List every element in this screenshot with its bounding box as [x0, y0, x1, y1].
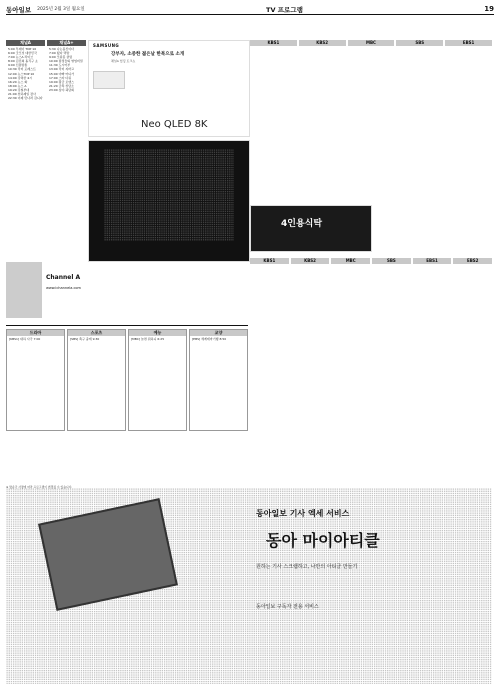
kbs2-column: KBS2: [291, 258, 330, 266]
program-item: 13:00 닥터 지바고: [49, 67, 75, 72]
channel-a-column: [6, 40, 45, 258]
program-item: 16:20 뉴스 화: [8, 79, 28, 84]
channel-a-ad-box: [6, 262, 126, 320]
program-item: 17:00 스타 다큐: [49, 75, 72, 80]
program-item: 23:00 심야 괴담회: [49, 87, 75, 92]
kbs1-column: KBS1: [250, 258, 289, 266]
channel-header: 채널A: [6, 40, 45, 46]
show-banner: [250, 205, 372, 252]
channel-a-brand: Channel A: [46, 274, 81, 281]
program-item: 19:00 황금 로맨스: [49, 79, 75, 84]
recommend-boxes: [6, 325, 248, 436]
program-item: 7:00 떴다 먹방: [49, 51, 70, 56]
ad-line4: 동아일보 구독자 전용 서비스: [256, 604, 319, 610]
channel-a-logo: [93, 71, 125, 89]
program-item: 8:00 김진의 돌직구 쇼: [8, 59, 38, 64]
page-number: 19: [484, 5, 494, 13]
recommend-box: 스포츠 [SBS] 축구 중계 9:30: [67, 329, 126, 431]
program-item: 21:00 천하제일 장사: [8, 92, 36, 97]
ad-line3: 원하는 기사 스크랩하고, 나만의 아티클 만들기: [256, 564, 358, 570]
ebs2-column: EBS2: [453, 258, 492, 266]
footer-note: ※ 방송국 사정에 따라 프로그램이 변경될 수 있습니다.: [6, 485, 73, 489]
program-item: 22:30 이제 만나러 갑니다: [8, 96, 43, 101]
ad-line1: 동아일보 기사 엑세 서비스: [256, 509, 350, 518]
program-item: 9:00 모란봉 클럽: [49, 55, 73, 60]
mbc-column: MBC: [348, 40, 395, 48]
program-item: 6:00 굿모닝 대한민국: [8, 51, 37, 56]
ad-line2: 동아 마이아티클: [266, 531, 380, 550]
samsung-ad: [88, 40, 250, 137]
channel-a-site: www.ichannela.com: [46, 286, 81, 290]
program-item: 19:20 강철부대: [8, 87, 30, 92]
broadcast-grid-bottom: [250, 258, 492, 483]
schedule-list: [47, 46, 86, 93]
recommend-box: 드라마 [KBS1] 대하 사극 7:00: [6, 329, 65, 431]
ad-title: Neo QLED 8K: [141, 119, 208, 130]
program-item: 10:30 닥터 포레스트: [8, 67, 36, 72]
ebs1-column: EBS1: [445, 40, 492, 48]
program-item: 10:00 탐정들의 영업비밀: [49, 59, 83, 64]
dong-a-myarticle-ad: [6, 488, 492, 684]
page-header: [6, 4, 494, 15]
sbs-column: SBS: [396, 40, 443, 48]
recommend-box: 예능 [MBC] 놀면 뭐하니 6:25: [128, 329, 187, 431]
samsung-brand: SAMSUNG: [93, 43, 120, 48]
program-item: 21:20 금쪽 상담소: [49, 83, 75, 88]
channel-header: 채널A+: [47, 40, 86, 46]
recommend-box: 교양 [EBS] 세계테마기행 8:50: [189, 329, 248, 431]
anchor-photo: [6, 262, 42, 318]
section-title: TV 프로그램: [266, 5, 303, 14]
issue-date: 2025년 2월 3일 월요일: [37, 7, 85, 12]
schedule-list: [6, 46, 45, 101]
banner-title: 4인용식탁: [281, 219, 323, 229]
sbs-column: SBS: [372, 258, 411, 266]
program-item: 15:00 아빠 어디가: [49, 71, 75, 76]
program-item: 11:30 도시어부: [49, 63, 71, 68]
program-item: 18:00 뉴스 A: [8, 83, 27, 88]
program-item: 9:00 신통방통: [8, 63, 28, 68]
kbs2-column: KBS2: [299, 40, 346, 48]
program-item: 14:00 강력한 4시: [8, 75, 33, 80]
program-item: 7:00 뉴스A 라이브: [8, 55, 34, 60]
ad-headline: 강부자, 소중한 젊은날 한복으로 소개: [111, 52, 185, 57]
program-item: 12:00 뉴스TOP 10: [8, 71, 35, 76]
channel-a-plus-column: [47, 40, 86, 258]
concert-photo: [88, 140, 250, 262]
mbc-column: MBC: [331, 258, 370, 266]
program-item: 5:00 투데이 TOP 10: [8, 47, 37, 51]
ad-sub: 채널A 힐링 토크쇼: [111, 59, 136, 63]
ebs1-column: EBS1: [413, 258, 452, 266]
kbs1-column: KBS1: [250, 40, 297, 48]
program-item: 5:30 나는몸신이다: [49, 47, 75, 51]
newspaper-logo: 동아일보: [6, 5, 32, 14]
